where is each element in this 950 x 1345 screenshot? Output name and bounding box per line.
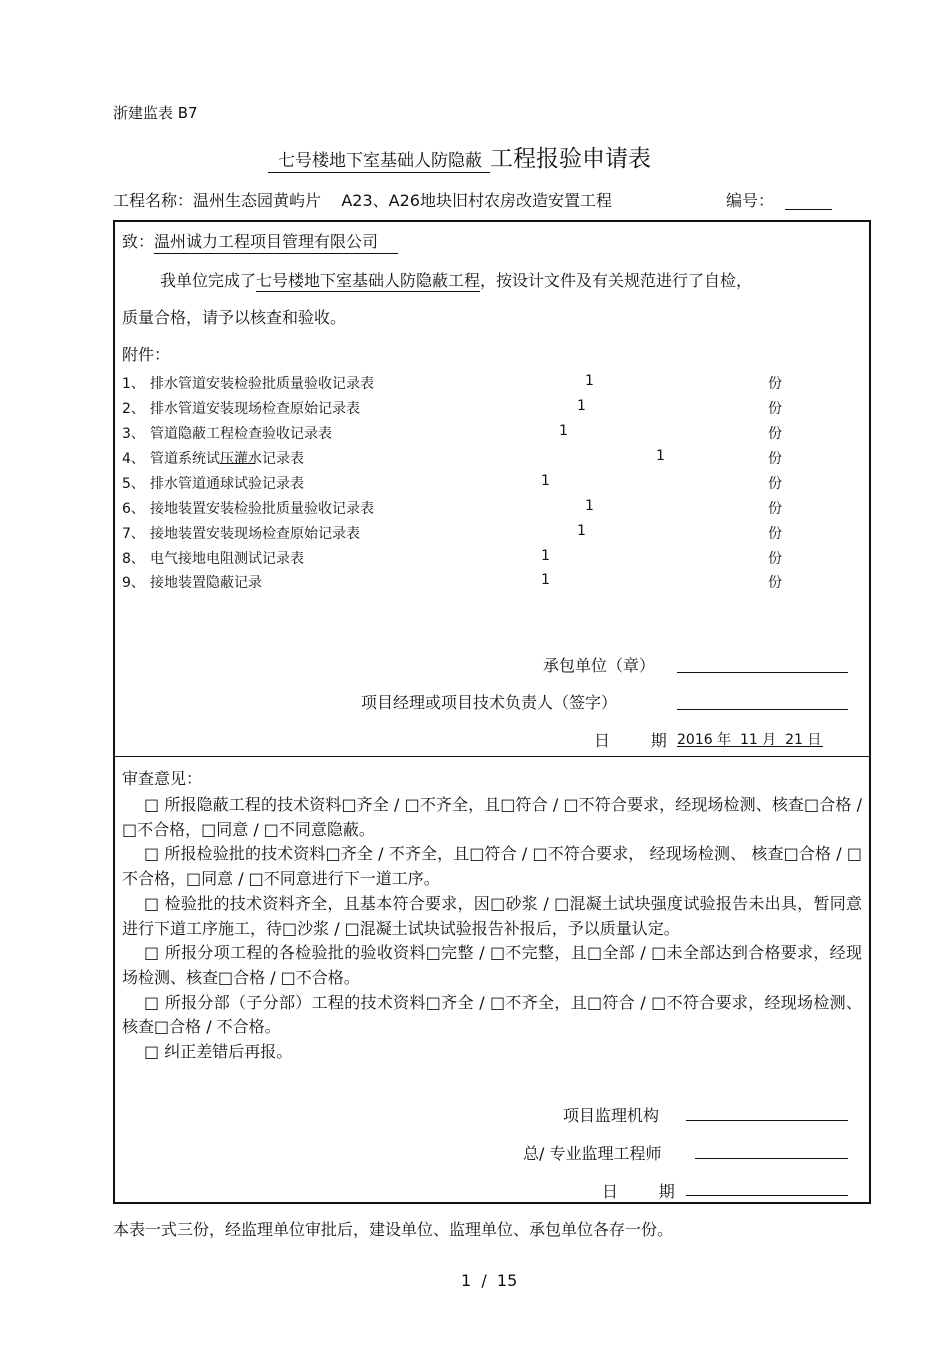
attachment-count: 1 [577,398,586,414]
attachment-count: 1 [559,423,568,439]
attachment-count: 1 [656,448,665,464]
attachment-unit: 份 [768,575,782,591]
review-item-2: □ 所报检验批的技术资料□齐全 / 不齐全，且□符合 / □不符合要求， 经现场检测、 核查□合格 / □不合格，□同意 / □不同意进行下一道工序。 [122,844,862,889]
attachment-count: 1 [541,572,550,588]
project-name: 温州生态园黄屿片 A23、A26地块旧村农房改造安置工程 [193,191,612,210]
attachment-no: 5、 [122,476,145,492]
attachment-count: 1 [541,473,550,489]
review-label: 审查意见： [122,769,203,788]
review-item-1: □ 所报隐蔽工程的技术资料□齐全 / □不齐全，且□符合 / □不符合要求，经现场检测、核查□合格 / □不合格，□同意 / □不同意隐蔽。 [122,795,862,839]
review-item-3: □ 检验批的技术资料齐全，且基本符合要求，因□砂浆 / □混凝土试块强度试验报告未出具，暂同意进行下道工序施工，待□沙浆 / □混凝土试块试验报告补报后，予以质量认定。 [122,893,862,938]
to-name: 温州诚力工程项目管理有限公司 [154,229,398,254]
attachment-count: 1 [541,548,550,564]
attachment-count: 1 [577,523,586,539]
contractor-unit-line [677,672,848,673]
supervisor-date-label: 日 期 [602,1182,675,1201]
review-item-4: □ 所报分项工程的各检验批的验收资料□完整 / □不完整，且□全部 / □未全部达到合格要求，经现场检测、核查□合格 / □不合格。 [122,943,862,987]
review-item-6: □ 纠正差错后再报。 [144,1042,293,1062]
attachment-name: 接地装置安装现场检查原始记录表 [150,526,360,542]
contractor-date-value: 2016 年 11 月 21 日 [677,732,822,748]
manager-label: 项目经理或项目技术负责人（签字） [361,693,618,712]
attachment-name: 管道系统试压灌水记录表 [150,451,304,467]
statement-line1 [160,268,752,292]
attachment-unit: 份 [768,551,782,567]
attachment-no: 4、 [122,451,145,467]
attachment-name: 管道隐蔽工程检查验收记录表 [150,426,332,442]
attachment-unit: 份 [768,526,782,542]
attachments-label: 附件： [122,345,171,364]
manager-sign-line [677,709,848,710]
number-field-line [785,209,832,210]
to-label: 致： [122,232,155,251]
attachment-unit: 份 [768,426,782,442]
attachment-name: 排水管道安装检验批质量验收记录表 [150,376,374,392]
attachment-no: 7、 [122,526,145,542]
footer-note: 本表一式三份，经监理单位审批后，建设单位、监理单位、承包单位各存一份。 [113,1220,674,1239]
section-divider [113,756,871,757]
supervisor-org-label: 项目监理机构 [563,1106,660,1125]
attachment-no: 2、 [122,401,145,417]
supervisor-date-line [686,1195,848,1196]
project-label: 工程名称： [113,191,194,210]
contractor-date-label: 日 期 [594,731,667,750]
page-number: 1 / 15 [461,1271,518,1290]
attachment-no: 9、 [122,575,145,591]
attachment-name: 接地装置安装检验批质量验收记录表 [150,501,374,517]
contractor-unit-label: 承包单位（章） [543,656,656,675]
attachment-no: 1、 [122,376,145,392]
contractor-date-line [677,746,823,747]
attachment-unit: 份 [768,401,782,417]
statement-part1: 我单位完成了 [160,271,257,290]
attachment-count: 1 [585,498,594,514]
attachment-name: 排水管道通球试验记录表 [150,476,304,492]
attachment-unit: 份 [768,476,782,492]
statement-work: 七号楼地下室基础人防隐蔽工程 [256,268,480,292]
form-code: 浙建监表 B7 [113,104,198,122]
supervisor-engineer-line [695,1158,848,1159]
statement-part2: ，按设计文件及有关规范进行了自检， [480,271,753,290]
attachment-count: 1 [585,373,594,389]
strike-underline [220,463,254,464]
attachment-no: 6、 [122,501,145,517]
attachment-name: 电气接地电阻测试记录表 [150,551,304,567]
supervisor-engineer-label: 总/ 专业监理工程师 [523,1144,662,1163]
supervisor-org-line [686,1120,848,1121]
title-underlined-part: 七号楼地下室基础人防隐蔽 [268,146,490,173]
review-item-5: □ 所报分部（子分部）工程的技术资料□齐全 / □不齐全，且□符合 / □不符合要求，经现场检测、核查□合格 / 不合格。 [122,992,862,1037]
attachment-unit: 份 [768,501,782,517]
review-items [122,793,862,1065]
attachment-no: 3、 [122,426,145,442]
project-name-row [113,188,612,211]
title-main: 工程报验申请表 [490,146,651,172]
attachment-name: 接地装置隐蔽记录 [150,575,262,591]
page-title [268,140,651,173]
attachment-unit: 份 [768,376,782,392]
statement-line2: 质量合格，请予以核查和验收。 [122,308,347,327]
attachment-unit: 份 [768,451,782,467]
attachment-no: 8、 [122,551,145,567]
number-label: 编号： [726,191,775,210]
to-row [122,229,398,254]
attachment-name: 排水管道安装现场检查原始记录表 [150,401,360,417]
